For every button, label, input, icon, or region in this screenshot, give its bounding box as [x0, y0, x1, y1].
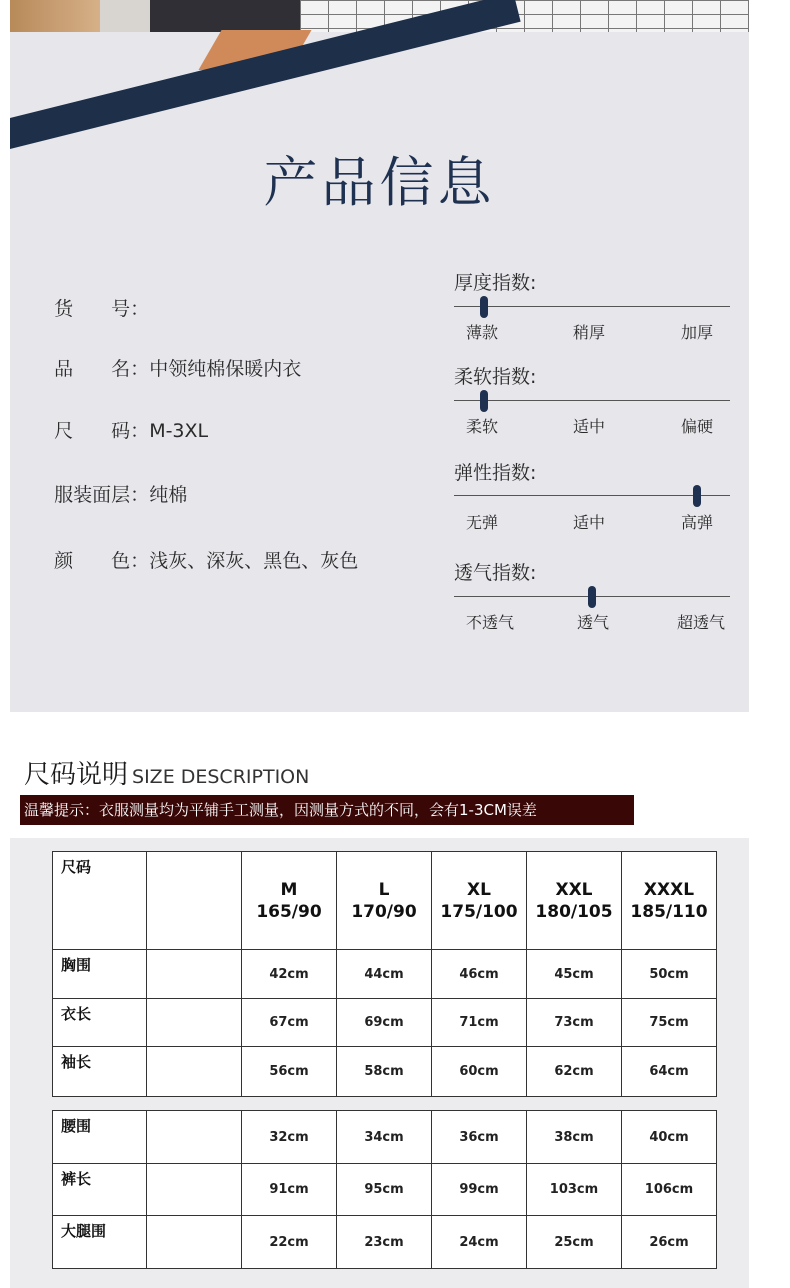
table-cell: 73cm: [527, 999, 622, 1047]
elasticity-label-high: 高弹: [681, 513, 714, 532]
photo-plaid-area: [300, 0, 749, 32]
breathability-label-mid: 透气: [577, 613, 610, 632]
table-row: [53, 999, 717, 1047]
photo-wood-area: [10, 0, 100, 32]
field-value: 中领纯棉保暖内衣: [149, 358, 302, 380]
elasticity-index-title: 弹性指数:: [454, 462, 537, 484]
table-row: [53, 1047, 717, 1097]
table-row: [53, 1164, 717, 1216]
table-cell: 26cm: [622, 1216, 717, 1269]
row-label: 腰围: [53, 1111, 147, 1164]
table-cell: 40cm: [622, 1111, 717, 1164]
row-label: 衣长: [53, 999, 147, 1047]
softness-index-title: 柔软指数:: [454, 366, 537, 388]
table-cell: 91cm: [242, 1164, 337, 1216]
softness-index-marker: [480, 390, 488, 412]
field-label: 货 号：: [54, 298, 150, 320]
table-empty-cell: [147, 1216, 242, 1269]
breathability-index-marker: [588, 586, 596, 608]
thickness-index-track: [454, 306, 730, 307]
size-spec: 170/90: [351, 901, 417, 922]
field-value: 纯棉: [149, 484, 188, 506]
table-empty-cell: [147, 999, 242, 1047]
table-cell: 38cm: [527, 1111, 622, 1164]
table-header-label: 尺码: [53, 852, 147, 950]
field-label: 服装面层：: [54, 484, 150, 506]
field-label: 尺 码：: [54, 420, 150, 442]
field-value: 浅灰、深灰、黑色、灰色: [149, 550, 359, 572]
table-cell: 22cm: [242, 1216, 337, 1269]
size-spec: 185/110: [630, 901, 708, 922]
table-cell: 32cm: [242, 1111, 337, 1164]
table-cell: 67cm: [242, 999, 337, 1047]
table-cell: 75cm: [622, 999, 717, 1047]
size-header-xxxl: [622, 852, 717, 950]
size-header-xl: [432, 852, 527, 950]
size-spec: 175/100: [440, 901, 518, 922]
softness-index-track: [454, 400, 730, 401]
table-cell: 45cm: [527, 950, 622, 999]
row-label: 袖长: [53, 1047, 147, 1097]
breathability-label-high: 超透气: [677, 613, 726, 632]
table-cell: 56cm: [242, 1047, 337, 1097]
breathability-label-low: 不透气: [466, 613, 515, 632]
size-spec: 165/90: [256, 901, 322, 922]
breathability-index-title: 透气指数:: [454, 562, 537, 584]
size-tables-area: [10, 838, 749, 1288]
softness-label-low: 柔软: [466, 417, 499, 436]
size-section-subtitle: SIZE DESCRIPTION: [132, 766, 310, 788]
size-table-top: [52, 851, 717, 1097]
row-label: 胸围: [53, 950, 147, 999]
table-cell: 99cm: [432, 1164, 527, 1216]
size-header-l: [337, 852, 432, 950]
field-label: 颜 色：: [54, 550, 150, 572]
table-cell: 50cm: [622, 950, 717, 999]
table-cell: 69cm: [337, 999, 432, 1047]
elasticity-label-mid: 适中: [573, 513, 606, 532]
size-name: XXL: [555, 879, 593, 900]
table-cell: 25cm: [527, 1216, 622, 1269]
size-name: XL: [467, 879, 491, 900]
size-name: M: [280, 879, 298, 900]
table-cell: 34cm: [337, 1111, 432, 1164]
elasticity-index-track: [454, 495, 730, 496]
table-cell: 36cm: [432, 1111, 527, 1164]
field-size: [30, 394, 208, 465]
softness-label-mid: 适中: [573, 417, 606, 436]
field-fabric: [30, 458, 187, 529]
thickness-index-title: 厚度指数:: [454, 272, 537, 294]
elasticity-label-low: 无弹: [466, 513, 499, 532]
page-title: 产品信息: [263, 151, 496, 214]
table-cell: 46cm: [432, 950, 527, 999]
table-row: [53, 1111, 717, 1164]
field-product-name: [30, 332, 301, 403]
table-cell: 42cm: [242, 950, 337, 999]
size-section-heading: [24, 754, 309, 791]
field-label: 品 名：: [54, 358, 150, 380]
table-cell: 103cm: [527, 1164, 622, 1216]
table-empty-cell: [147, 1111, 242, 1164]
thickness-label-low: 薄款: [466, 323, 499, 342]
size-section-title: 尺码说明: [24, 760, 129, 790]
size-name: L: [378, 879, 390, 900]
size-header-m: [242, 852, 337, 950]
size-spec: 180/105: [535, 901, 613, 922]
row-label: 大腿围: [53, 1216, 147, 1269]
elasticity-index-marker: [693, 485, 701, 507]
measurement-tip-bar: 温馨提示：衣服测量均为平铺手工测量，因测量方式的不同，会有1-3CM误差: [20, 795, 634, 825]
thickness-index-marker: [480, 296, 488, 318]
table-cell: 64cm: [622, 1047, 717, 1097]
table-cell: 95cm: [337, 1164, 432, 1216]
table-cell: 106cm: [622, 1164, 717, 1216]
size-header-xxl: [527, 852, 622, 950]
table-row: [53, 1216, 717, 1269]
table-header-row: [53, 852, 717, 950]
table-cell: 24cm: [432, 1216, 527, 1269]
table-cell: 44cm: [337, 950, 432, 999]
thickness-label-high: 加厚: [681, 323, 714, 342]
table-cell: 60cm: [432, 1047, 527, 1097]
size-table-bottom: [52, 1110, 717, 1269]
thickness-label-mid: 稍厚: [573, 323, 606, 342]
product-info-panel: [10, 0, 749, 712]
table-cell: 58cm: [337, 1047, 432, 1097]
table-cell: 23cm: [337, 1216, 432, 1269]
table-empty-cell: [147, 1164, 242, 1216]
table-cell: 71cm: [432, 999, 527, 1047]
size-name: XXXL: [643, 879, 695, 900]
table-row: [53, 950, 717, 999]
row-label: 裤长: [53, 1164, 147, 1216]
table-empty-cell: [147, 1047, 242, 1097]
table-empty-cell: [147, 950, 242, 999]
photo-dark-area: [150, 0, 300, 32]
field-value: M-3XL: [149, 420, 209, 442]
field-color: [30, 524, 358, 595]
table-cell: 62cm: [527, 1047, 622, 1097]
table-empty-cell: [147, 852, 242, 950]
softness-label-high: 偏硬: [681, 417, 714, 436]
